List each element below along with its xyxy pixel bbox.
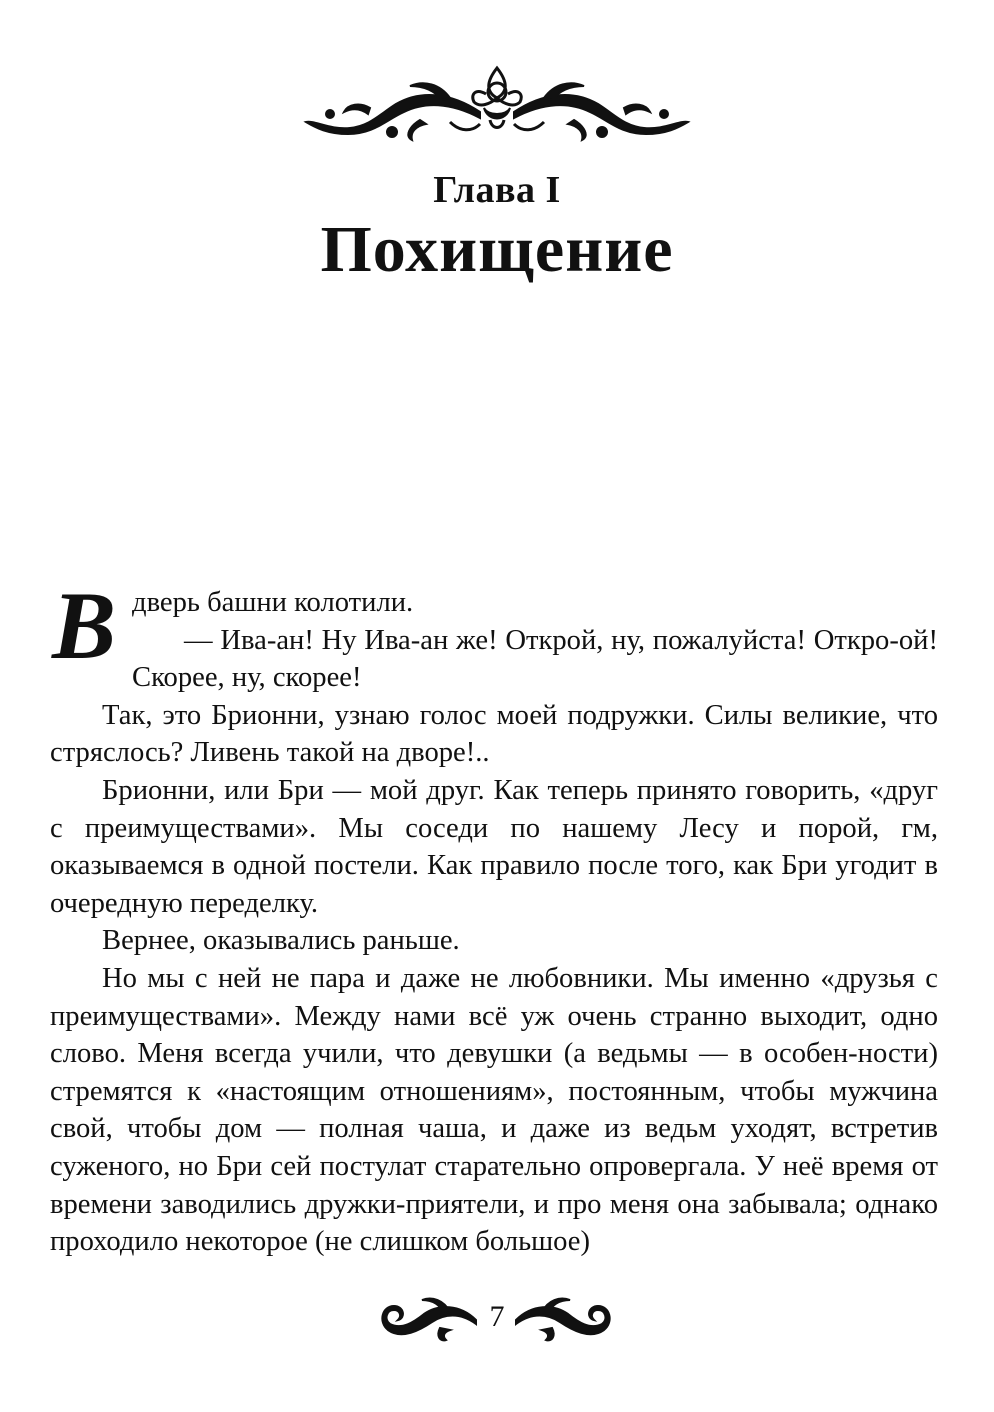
paragraph-5: Вернее, оказывались раньше. (102, 925, 460, 957)
footer-right-flourish-icon (512, 1294, 612, 1344)
chapter-title: Похищение (320, 213, 674, 286)
chapter-label: Глава I (433, 169, 561, 211)
chapter-body (50, 572, 938, 1261)
paragraph-4: Брионни, или Бри — мой друг. Как теперь принято говорить, «друг с преимуществами». Мы соседи по нашему Лесу и порой, гм, оказываемся в одной постели. Как правило после того, как Бри угодит в очередную переделку. (50, 774, 938, 919)
paragraph-2: — Ива-ан! Ну Ива-ан же! Открой, ну, пожалуйста! Откро-ой! Скорее, ну, скорее! (132, 624, 938, 694)
paragraph-1-text: дверь башни колотили. (132, 587, 414, 618)
drop-cap: В (52, 572, 117, 679)
top-ornament-icon (300, 62, 694, 144)
paragraph-3: Так, это Брионни, узнаю голос моей подружки. Силы великие, что стряслось? Ливень такой на дворе!.. (50, 699, 938, 769)
page-number: 7 (489, 1300, 505, 1333)
footer-left-flourish-icon (380, 1294, 480, 1344)
paragraph-6: Но мы с ней не пара и даже не любовники. Мы именно «друзья с преимуществами». Между нами всё уж очень странно выходит, одно слово. Меня всегда учили, что девушки (а ведьмы — в особен-ности) стремятся к «настоящим отношениям», постоянным, чтобы мужчина свой, чтобы дом — полная чаша, и даже из ведьм уходят, встретив суженого, но Бри сей постулат старательно опровергала. У неё время от времени заводились дружки-приятели, и про меня она забывала; однако проходило некоторое (не слишком большое) (50, 962, 938, 1258)
page-footer (0, 1290, 994, 1350)
